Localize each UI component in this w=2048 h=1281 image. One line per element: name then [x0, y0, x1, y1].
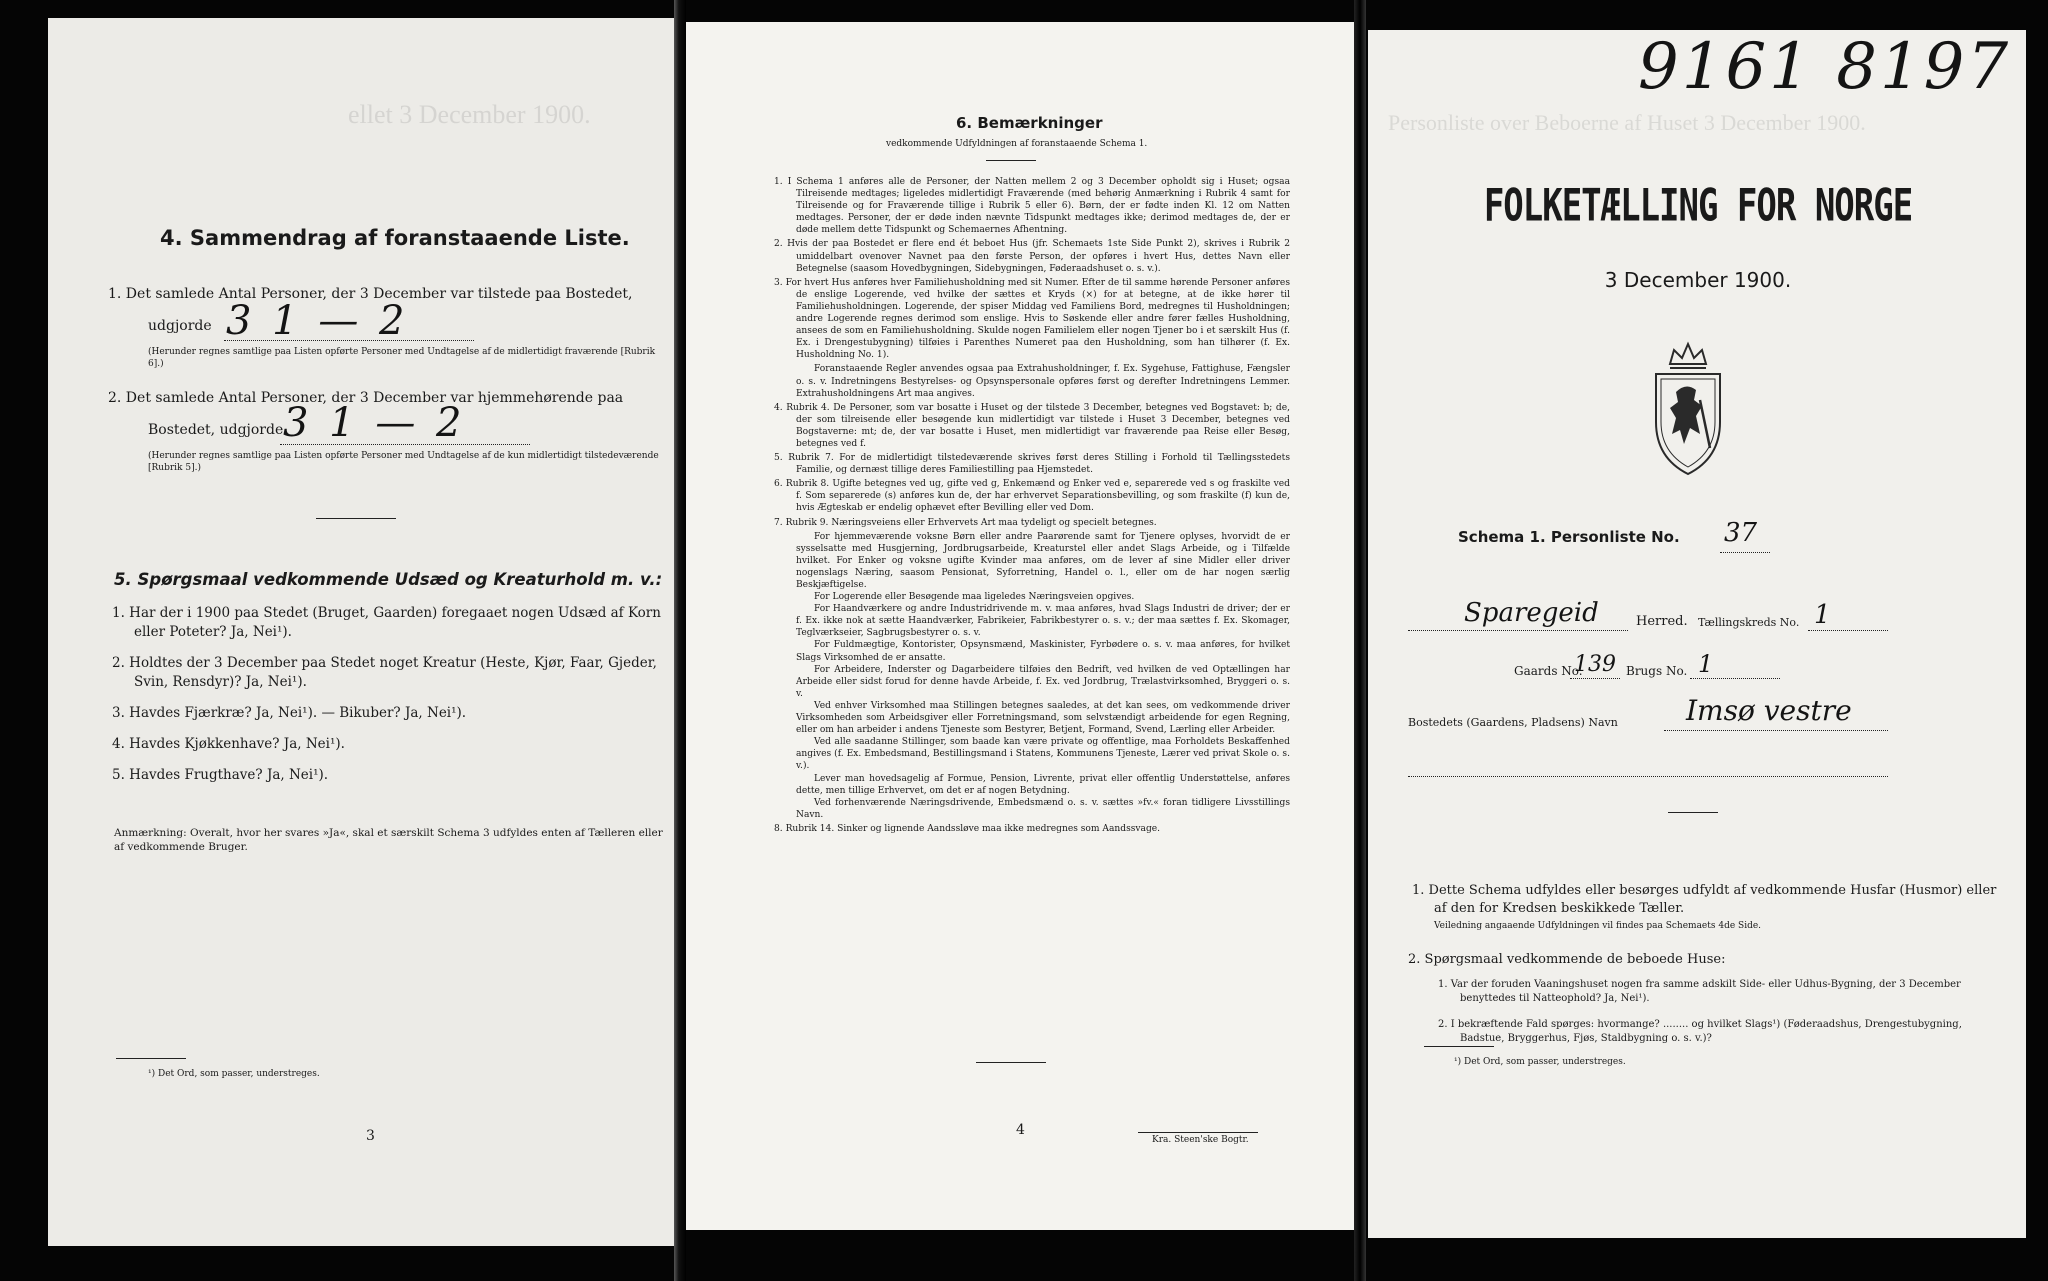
- s5-item: 4. Havdes Kjøkkenhave? Ja, Nei¹).: [112, 736, 345, 752]
- left-page: [48, 18, 676, 1246]
- brug-number: 1: [1698, 650, 1714, 678]
- schema-label: Schema 1. Personliste No.: [1458, 528, 1680, 546]
- remark: 7. Rubrik 9. Næringsveiens eller Erhvervets Art maa tydeligt og specielt betegnes.: [774, 517, 1157, 528]
- remark: 2. Hvis der paa Bostedet er flere end ét beboet Hus (jfr. Schemaets 1ste Side Punkt 2), skrives i Rubrik 2 umiddelbart ovenover Navnet paa den første Person, der opføres i hvert Hus, dettes Navn eller Betegnelse (saasom Hovedbygningen, Sidebygningen, Føderaadshuset o. s. v.).: [774, 239, 1290, 274]
- coat-of-arms-icon: [1628, 330, 1748, 480]
- bosted-label: Bostedets (Gaardens, Pladsens) Navn: [1408, 716, 1618, 729]
- remark: Ved forhenværende Næringsdrivende, Embedsmænd o. s. v. sættes »fv.« foran tidligere Livsstillings Navn.: [796, 797, 1290, 820]
- section-5-list: [108, 604, 676, 797]
- remark: For Haandværkere og andre Industridrivende m. v. maa anføres, hvad Slags Industri de driver; der er f. Ex. ikke nok at sætte Haandværker, Fabrikeier, Fabrikbestyrer o. s. v.; der maa sættes f. Ex. Skomager, Teglværkseier, Sagbrugsbestyrer o. s. v.: [796, 604, 1290, 639]
- gaard-label: Gaards No.: [1514, 664, 1583, 678]
- personliste-number: 37: [1724, 518, 1758, 548]
- left-ghost-text: ellet 3 December 1900.: [348, 100, 591, 129]
- q1-handwritten-count: 3 1 — 2: [226, 298, 409, 344]
- section-4-heading: 4. Sammendrag af foranstaaende Liste.: [160, 226, 630, 250]
- house-question: 1. Var der foruden Vaaningshuset nogen fra samme adskilt Side- eller Udhus-Bygning, der 3 December benyttedes til Natteophold? Ja, Nei¹).: [1438, 979, 1961, 1004]
- remark: 8. Rubrik 14. Sinker og lignende Aandssløve maa ikke medregnes som Aandssvage.: [774, 823, 1161, 834]
- remark: For Logerende eller Besøgende maa ligeledes Næringsveien opgives.: [814, 592, 1135, 603]
- remark: Ved enhver Virksomhed maa Stillingen betegnes saaledes, at det kan sees, om vedkommende driver Virksomheden som Arbeidsgiver eller Forretningsmand, som selvstændigt arbeidende for egen Regning, eller om han arbeider i andens Tjeneste som Bestyrer, Betjent, Formand, Svend, Lærling eller Arbeider.: [796, 700, 1290, 736]
- middle-page: [686, 22, 1354, 1230]
- remark: Ved alle saadanne Stillinger, som baade kan være private og offentlige, maa Forholdets Beskaffenhed angives (f. Ex. Embedsmand, Bestillingsmand i Statens, Kommunens Tjeneste, Lærer ved privat Skole o. s. v.).: [796, 737, 1290, 772]
- remark: 1. I Schema 1 anføres alle de Personer, der Natten mellem 2 og 3 December opholdt sig i Huset; ogsaa Tilreisende medtages; ligeledes midlertidigt Fraværende (med behørig Anmærkning i Rubrik 4 samt for Tilreisende og for Fraværende tillige i Rubrik 5 eller 6). Børn, der er fødte inden Kl. 12 om Natten medtages. Personer, der er døde inden nævnte Tidspunkt medtages ikke; derimod medtages de, der er døde mellem dette Tidspunkt og Schemaernes Afhentning.: [774, 177, 1290, 236]
- middle-page-number: 4: [1016, 1122, 1025, 1138]
- section-5-heading: 5. Spørgsmaal vedkommende Udsæd og Kreaturhold m. v.:: [114, 570, 663, 589]
- census-date: 3 December 1900.: [1604, 268, 1792, 292]
- s5-item: 2. Holdtes der 3 December paa Stedet noget Kreatur (Heste, Kjør, Faar, Gjeder, Svin, Rensdyr)? Ja, Nei¹).: [112, 655, 657, 690]
- s5-item: 3. Havdes Fjærkræ? Ja, Nei¹). — Bikuber? Ja, Nei¹).: [112, 705, 467, 721]
- herred-value: Sparegeid: [1464, 598, 1599, 628]
- anmaerkning-note: Anmærkning: Overalt, hvor her svares »Ja«, skal et særskilt Schema 3 udfyldes enten af Tælleren eller af vedkommende Bruger.: [114, 827, 663, 854]
- gaard-number: 139: [1574, 652, 1616, 677]
- s5-item: 5. Havdes Frugthave? Ja, Nei¹).: [112, 767, 329, 783]
- remark: For hjemmeværende voksne Børn eller andre Paarørende samt for Tjenere oplyses, hvorvidt de er sysselsatte med Husgjerning, Jordbrugsarbeide, Kreaturstel eller andet Slags Arbeide, og i Tilfælde hvilket. For Enker og voksne ugifte Kvinder maa anføres, om de lever af sine Midler eller driver nogenslags Næring, saasom Pensionat, Syforretning, Handel o. l., eller om de har nogen særlig Beskjæftigelse.: [796, 531, 1290, 590]
- q2-note: (Herunder regnes samtlige paa Listen opførte Personer med Undtagelse af de kun midlertidigt tilstedeværende [Rubrik 5].): [148, 451, 659, 473]
- q2-handwritten-count: 3 1 — 2: [283, 400, 466, 446]
- q2-text: 2. Det samlede Antal Personer, der 3 December var hjemmehørende paa: [108, 390, 624, 406]
- remark: 3. For hvert Hus anføres hver Familiehusholdning med sit Numer. Efter de til samme hørende Personer anføres de enslige Logerende, ved hvilke der sættes et Kryds (×) for at betegne, at de ikke hører til Familiehusholdningen. Logerende, der spiser Middag ved Familiens Bord, medregnes til Husholdningen; andre Logerende regnes derimod som enslige. Hvis to Søskende eller andre fører fælles Husholdning, ansees de som en Familiehusholdning. Skulde nogen Familielem eller nogen Tjener bo i et særskilt Hus (f. Ex. i Drengestubygning) tilføies i Parenthes Numeret paa den Husholdning, som han tilhører (f. Ex. Husholdning No. 1).: [774, 277, 1290, 361]
- census-title: FOLKETÆLLING FOR NORGE: [1483, 180, 1913, 232]
- instruction-1: [1408, 882, 1998, 932]
- left-footnote: ¹) Det Ord, som passer, understreges.: [148, 1069, 320, 1079]
- instruction-1-note: Veiledning angaaende Udfyldningen vil findes paa Schemaets 4de Side.: [1434, 921, 1762, 931]
- remark: Foranstaaende Regler anvendes ogsaa paa Extrahusholdninger, f. Ex. Sygehuse, Fattighuse, Fængsler o. s. v. Indretningens Bestyrelses- og Opsynspersonale opføres først og derefter Indretningens Lemmer. Extrahusholdningens Art maa angives.: [796, 364, 1290, 399]
- remarks-body: [770, 176, 1290, 835]
- instruction-2-sublist: [1434, 978, 1998, 1046]
- q1-text: 1. Det samlede Antal Personer, der 3 December var tilstede paa Bostedet,: [108, 286, 633, 302]
- q2-label: Bostedet, udgjorde: [148, 422, 284, 438]
- remark: 5. Rubrik 7. For de midlertidigt tilstedeværende skrives først deres Stilling i Forhold til Tællingsstedets Familie, og dernæst tillige deres Familiestilling paa Hjemstedet.: [774, 453, 1290, 476]
- right-page: [1368, 30, 2026, 1238]
- remark: 6. Rubrik 8. Ugifte betegnes ved ug, gifte ved g, Enkemænd og Enker ved e, separerede ved s og fraskilte ved f. Som separerede (s) anføres kun de, der har erhvervet Separationsbevilling, og som fraskilte (f) kun de, hvis Ægteskab er endelig ophævet efter Bevilling eller ved Dom.: [774, 479, 1290, 514]
- right-footnote: ¹) Det Ord, som passer, understreges.: [1454, 1057, 1626, 1067]
- q1-label: udgjorde: [148, 318, 212, 334]
- remark: For Arbeidere, Inderster og Dagarbeidere tilføies den Bedrift, ved hvilken de ved Optællingen har Arbeide eller sidst forud for denne havde Arbeide, f. Ex. ved Jordbrug, Trælastvirksomhed, Bryggeri o. s. v.: [796, 664, 1290, 699]
- remark: Lever man hovedsagelig af Formue, Pension, Livrente, privat eller offentlig Understøttelse, anføres dette, men tillige Erhvervet, om det er af nogen Betydning.: [796, 773, 1290, 796]
- printer-credit: Kra. Steen'ske Bogtr.: [1152, 1135, 1249, 1145]
- q1-note: (Herunder regnes samtlige paa Listen opførte Personer med Undtagelse af de midlertidigt fraværende [Rubrik 6].): [148, 347, 656, 369]
- brug-label: Brugs No.: [1626, 664, 1688, 678]
- archive-handwritten-numbers: 9161 8197: [1638, 30, 2012, 104]
- left-page-number: 3: [366, 1128, 375, 1144]
- kreds-label: Tællingskreds No.: [1698, 616, 1800, 629]
- s5-item: 1. Har der i 1900 paa Stedet (Bruget, Gaarden) foregaaet nogen Udsæd af Korn eller Poteter? Ja, Nei¹).: [112, 605, 661, 640]
- right-ghost-text: Personliste over Beboerne af Huset 3 December 1900.: [1388, 110, 1866, 135]
- remarks-heading: 6. Bemærkninger: [956, 114, 1103, 132]
- remarks-subheading: vedkommende Udfyldningen af foranstaaende Schema 1.: [886, 139, 1148, 149]
- instruction-1-text: 1. Dette Schema udfyldes eller besørges udfyldt af vedkommende Husfar (Husmor) eller af den for Kredsen beskikkede Tæller.: [1412, 883, 1997, 916]
- remark: 4. Rubrik 4. De Personer, som var bosatte i Huset og der tilstede 3 December, betegnes ved Bogstavet: b; de, der som tilreisende eller besøgende kun midlertidigt var tilstede i Huset 3 December, betegnes ved Bogstaverne: mt; de, der var bosatte i Huset, men midlertidigt var fraværende paa Reise eller Besøg, betegnes ved f.: [774, 402, 1290, 449]
- kreds-number: 1: [1814, 600, 1831, 630]
- instruction-2: 2. Spørgsmaal vedkommende de beboede Huse:: [1408, 952, 1726, 967]
- house-question: 2. I bekræftende Fald spørges: hvormange? ........ og hvilket Slags¹) (Føderaadshus, Drengestubygning, Badstue, Bryggerhus, Fjøs, Staldbygning o. s. v.)?: [1438, 1019, 1962, 1044]
- bosted-value: Imsø vestre: [1686, 694, 1852, 727]
- remark: For Fuldmægtige, Kontorister, Opsynsmænd, Maskinister, Fyrbødere o. s. v. maa anføres, for hvilket Slags Virksomhed de er ansatte.: [796, 640, 1290, 663]
- herred-label: Herred.: [1636, 614, 1688, 629]
